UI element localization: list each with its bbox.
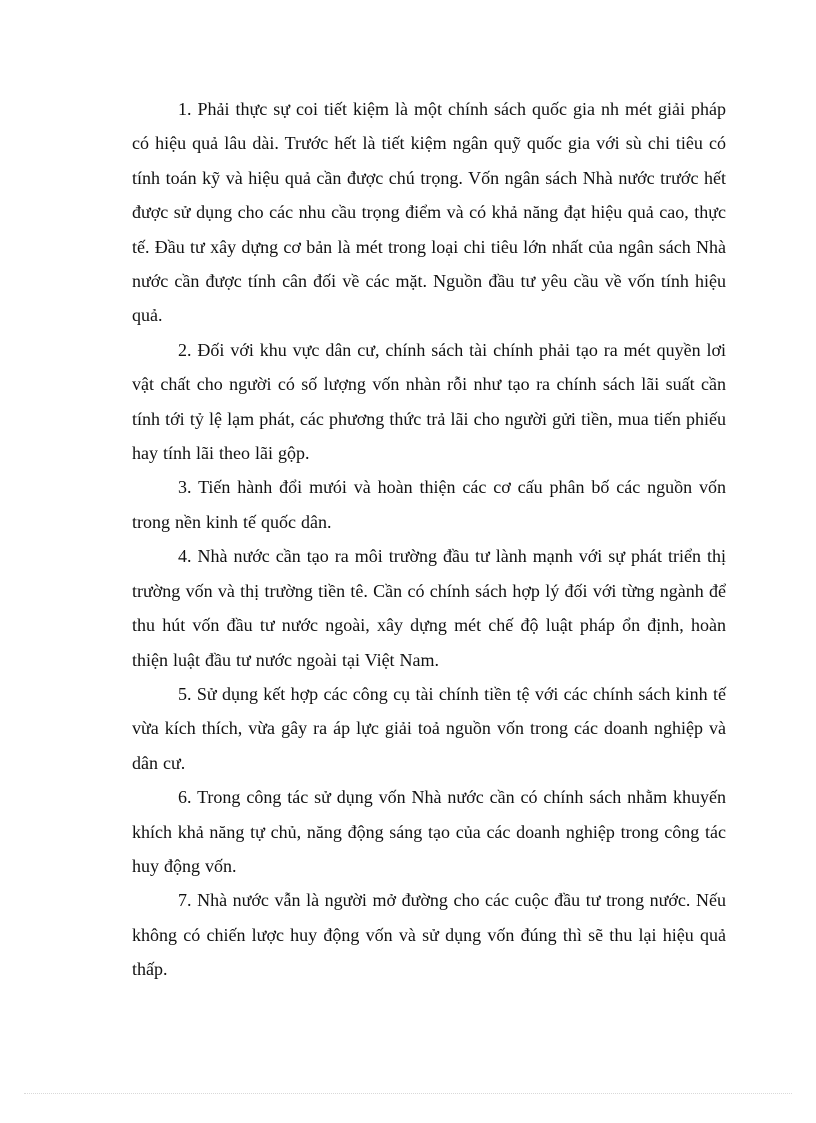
paragraph-6: 6. Trong công tác sử dụng vốn Nhà nước cần có chính sách nhằm khuyến khích khả năng tự chủ, năng động sáng tạo của các doanh nghiệp trong công tác huy động vốn. (132, 787, 726, 876)
paragraph-1: 1. Phải thực sự coi tiết kiệm là một chính sách quốc gia nh mét giải pháp có hiệu quả lâu dài. Trước hết là tiết kiệm ngân quỹ quốc gia với sù chi tiêu có tính toán kỹ và hiệu quả cần được chú trọng. Vốn ngân sách Nhà nước trước hết được sử dụng cho các nhu cầu trọng điểm và có khả năng đạt hiệu quả cao, thực tế. Đầu tư xây dựng cơ bản là mét trong loại chi tiêu lớn nhất của ngân sách Nhà nước cần được tính cân đối về các mặt. Nguồn đầu tư yêu cầu về vốn tính hiệu quả. (132, 99, 726, 326)
page-footer-divider (24, 1093, 792, 1094)
paragraph-4: 4. Nhà nước cần tạo ra môi trường đầu tư lành mạnh với sự phát triển thị trường vốn và thị trường tiền tê. Cần có chính sách hợp lý đối với từng ngành để thu hút vốn đầu tư nước ngoài, xây dựng mét chế độ luật pháp ổn định, hoàn thiện luật đầu tư nước ngoài tại Việt Nam. (132, 546, 726, 670)
paragraph-2: 2. Đối với khu vực dân cư, chính sách tài chính phải tạo ra mét quyền lơi vật chất cho người có số lượng vốn nhàn rỗi như tạo ra chính sách lãi suất cần tính tới tỷ lệ lạm phát, các phương thức trả lãi cho người gửi tiền, mua tiến phiếu hay tính lãi theo lãi gộp. (132, 339, 726, 464)
paragraph-7: 7. Nhà nước vẫn là người mở đường cho các cuộc đầu tư trong nước. Nếu không có chiến lược huy động vốn và sử dụng vốn đúng thì sẽ thu lại hiệu quả thấp. (132, 890, 726, 980)
paragraph-3: 3. Tiến hành đổi mưói và hoàn thiện các cơ cấu phân bố các nguồn vốn trong nền kinh tế quốc dân. (132, 477, 726, 532)
paragraph-5: 5. Sử dụng kết hợp các công cụ tài chính tiền tệ với các chính sách kinh tế vừa kích thích, vừa gây ra áp lực giải toả nguồn vốn trong các doanh nghiệp và dân cư. (132, 683, 726, 773)
document-body (132, 92, 726, 987)
